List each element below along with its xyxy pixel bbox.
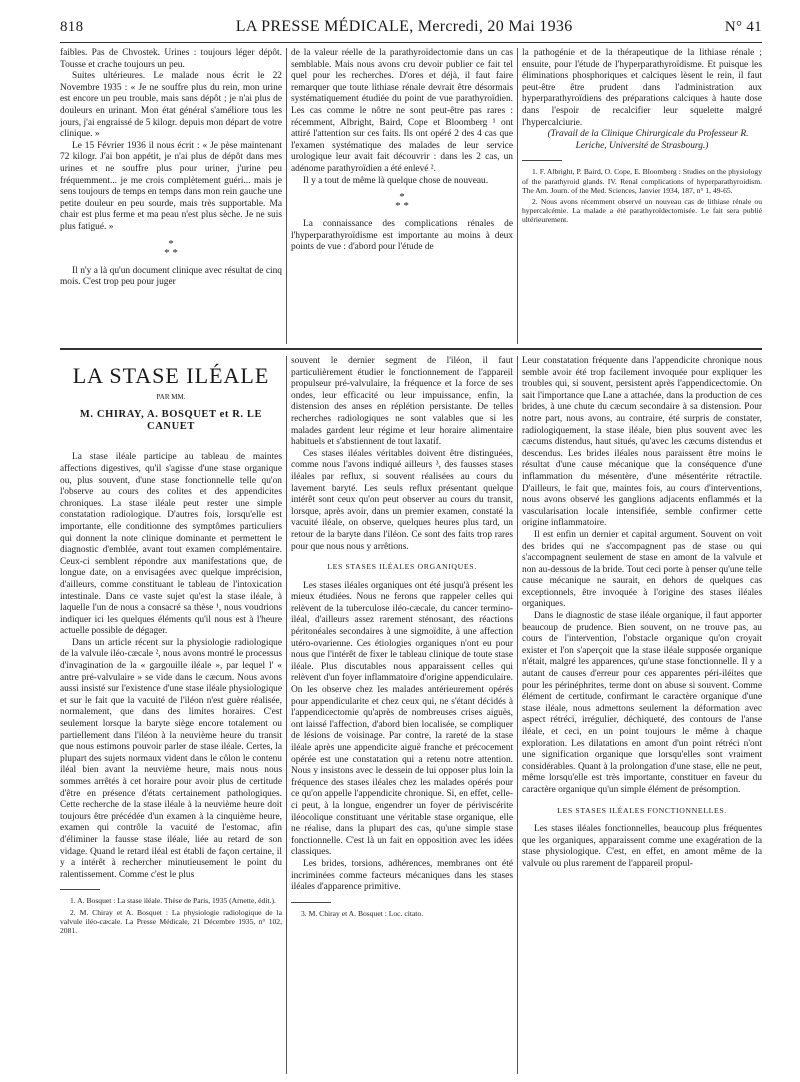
article-column-2 xyxy=(291,356,513,920)
paragraph: La stase iléale participe au tableau de maintes affections digestives, qu'il s'agisse d'une stase organique ou, plus souvent, d'une stase fonctionnelle telle qu'on l'observe au cours des colites et des appendicites chroniques. La stase iléale peut rester une simple constatation radiologique. D'autres fois, lorsqu'elle est importante, elle conditionne des symptômes particuliers qui donnent la note clinique dominante et permettent le diagnostic d'emblée, avant tout examen complémentaire. Ceux-ci semblent répondre aux manifestations que, de longue date, on a envisagées avec quelque imprécision, d'ailleurs, comme constituant le tableau de l'intoxication intestinale. Dans ce vaste sujet qu'est la stase iléale, à laquelle l'un de nous a consacré sa thèse ¹, nous voudrions indiquer ici les quelques éléments qu'il nous est à l'heure actuelle possible de dégager. xyxy=(60,452,282,637)
paragraph: La connaissance des complications rénales de l'hyperparathyroïdisme est importante au moins à deux points de vue : d'abord pour l'étude de xyxy=(291,219,513,253)
journal-title: LA PRESSE MÉDICALE, Mercredi, 20 Mai 1936 xyxy=(235,18,573,35)
paragraph: Dans un article récent sur la physiologie radiologique de la valvule iléo-cæcale ², nous avons montré le processus d'invagination de la « gargouille iléale », par lequel l' « antre pré-valvulaire » se vide dans le cæcum. Nous avons aussi insisté sur l'existence d'une stase iléale physiologique et sur le fait que la vacuité de l'iléon n'est guère réalisée, normalement, que dans des limites horaires. C'est seulement lorsque la baryte siège encore totalement ou partiellement dans l'iléon à la neuvième heure du transit que nous estimons pouvoir parler de stase iléale. Certes, la plupart des sujets normaux vident dans le côlon le contenu iléal bien avant la neuvième heure, mais nous nous sommes arrêtés à cet horaire pour avoir plus de certitude d'être en présence d'états certainement pathologiques. Cette recherche de la stase iléale à la neuvième heure doit toujours être précédée d'un examen à la cinquième heure, examen qui contrôle la vacuité de l'estomac, afin d'éliminer la fausse stase iléale, liée au retard de son vidage. Quand le retard iléal est établi de façon certaine, il y a intérêt à rechercher minutieusement le point du ralentissement. Comme c'est le plus xyxy=(60,637,282,880)
paragraph: Leur constatation fréquente dans l'appendicite chronique nous semble avoir été trop facilement invoquée pour expliquer les troubles qui, si souvent, persistent après l'appendicectomie. On sait l'importance que Lane a attachée, dans la production de ces brides, à une chute du cæcum secondaire à sa distension. Pour notre part, nous avons, au contraire, été surpris de constater, radiologiquement, la stase iléale, bien plus souvent avec les cæcums distendus, haut situés, qu'avec les cæcums distendus et descendus. Les brides iléales nous paraissent être moins le résultat d'une cause mécanique que la conséquence d'une inflammation du mésentère, d'une mésentérite rétractile. D'ailleurs, le fait que, maintes fois, au cours d'interventions, nous avons observé les ganglions adjacents enflammés et la vascularisation locale intensifiée, semble confirmer cette origine inflammatoire. xyxy=(522,356,762,529)
column-rule xyxy=(517,48,518,344)
article-column-1 xyxy=(60,356,282,937)
column-rule xyxy=(286,48,287,344)
top-column-3 xyxy=(522,48,762,227)
paragraph: souvent le dernier segment de l'iléon, il faut particulièrement étudier le fonctionnement de l'appareil propulseur pré-valvulaire, la fréquence et la force de ses ondes, leur efficacité ou leur impuissance, enfin, la distension des anses en réplétion persistante. De telles recherches radiologiques ne sont valables que si les malades gardent leur régime et leur horaire alimentaire habituels et s'abstiennent de tout laxatif. xyxy=(291,356,513,448)
paragraph: de la valeur réelle de la parathyroïdectomie dans un cas semblable. Mais nous avons cru devoir publier ce fait tel quel pour les recherches. D'ores et déjà, il faut faire remarquer que toute lithiase rénale devrait être désormais systématiquement étudiée du point de vue parathyroïdien. Les cas comme le nôtre ne sont peut-être pas rares : récemment, Albright, Baird, Cope et Bloomberg ¹ ont attiré l'attention sur ces faits. Ils ont opéré 2 des 4 cas que l'examen systématique des malades de leur service urologique leur avait fait découvrir : dans les 2 cas, un adénome parathyroïdien a été enlevé ². xyxy=(291,48,513,174)
section-heading: LES STASES ILÉALES FONCTIONNELLES. xyxy=(557,805,727,815)
footnote-rule xyxy=(522,160,562,161)
footnotes xyxy=(60,896,282,935)
paragraph: Ces stases iléales véritables doivent être distinguées, comme nous l'avons indiqué ailleurs ³, des fausses stases iléales par reflux, si souvent réalisées au cours du lavement baryté. Les seuls reflux présentant quelque intérêt sont ceux qu'on peut observer au cours du transit, lorsque, après avoir, dans un premier examen, constaté la vacuité iléale, on observe, quelques heures plus tard, un retour de la baryte dans l'iléon. Ce sont des faits trop rares pour que nous nous y arrêtions. xyxy=(291,448,513,552)
paragraph: la pathogénie et de la thérapeutique de la lithiase rénale ; ensuite, pour l'étude de l'hyperparathyroïdisme. Et puisque les éliminations phosphoriques et calciques lèsent le rein, il faut peut-être être prudent dans l'administration aux hyperparathyroïdiens des préparations calciques à haute dose dans l'espoir de recalcifier leur squelette malgré l'hypercalciurie. xyxy=(522,48,762,128)
section-separator: * * * xyxy=(395,191,409,213)
footnote-rule xyxy=(60,889,100,890)
paragraph: Il y a tout de même là quelque chose de nouveau. xyxy=(303,175,489,186)
paragraph: Il n'y a là qu'un document clinique avec résultat de cinq mois. C'est trop peu pour juger xyxy=(60,265,282,288)
footnotes xyxy=(291,909,513,918)
column-rule xyxy=(517,356,518,1074)
section-rule xyxy=(60,348,762,350)
footnote: 2. Nous avons récemment observé un nouveau cas de lithiase rénale ou hypercalcémie. La malade a été parathyroïdectomisée. Le fait sera publié ultérieurement. xyxy=(522,196,762,225)
lab-credit: (Travail de la Clinique Chirurgicale du Professeur R. Leriche, Université de Strasbourg.) xyxy=(547,129,749,151)
footnotes xyxy=(522,167,762,224)
footnote: 1. F. Albright, P. Baird, O. Cope, E. Bloomberg : Studies on the physiology of the parathyroid glands. IV. Renal complications of hyperparathyroidism. The Am. Journ. of the Med. Sciences, Janvier 1934, 187, n° 1, 49-65. xyxy=(522,167,762,195)
header-rule xyxy=(60,42,762,43)
page-header xyxy=(60,14,762,40)
footnote: 2. M. Chiray et A. Bosquet : La physiologie radiologique de la valvule iléo-cæcale. La Presse Médicale, 21 Décembre 1935, n° 102, 2081. xyxy=(60,907,282,935)
paragraph: Dans le diagnostic de stase iléale organique, il faut apporter beaucoup de prudence. Bien souvent, on ne trouve pas, au cours de l'intervention, l'obstacle organique qu'on croyait exister et l'on s'aperçoit que la stase iléale supposée organique n'était, malgré les apparences, qu'une stase fonctionnelle. Il y a autant de causes d'erreur pour ces apparentes péri-iléites que pour les périnéphrites, terme dont on abuse si souvent. Comme élément de certitude, confirmant le caractère organique d'une stase iléale, nous admettons seulement la déformation avec aspect rétréci, irrégulier, déchiqueté, des contours de l'anse iléale, et ceci, en un point toujours le même à chaque exploration. Les dilatations en amont d'un point rétréci n'ont une signification organique que lorsqu'elles sont vraiment considérables. Quant à la prolongation d'une stase, elle ne peut, même lorsqu'elle est très importante, constituer en faveur du caractère organique qu'un simple élément de présomption. xyxy=(522,611,762,795)
page-number: 818 xyxy=(60,18,84,35)
top-column-2 xyxy=(291,48,513,254)
footnote: 3. M. Chiray et A. Bosquet : Loc. citato. xyxy=(301,908,424,918)
top-column-1 xyxy=(60,48,282,289)
paragraph: Les stases iléales fonctionnelles, beaucoup plus fréquentes que les organiques, apparaissent comme une exagération de la stase physiologique. C'est, en effet, en amont même de la valvule ou plus rarement de l'appareil propul- xyxy=(522,824,762,869)
paragraph: Les brides, torsions, adhérences, membranes ont été incriminées comme facteurs mécaniques dans les stases iléales d'apparence primitive. xyxy=(291,858,513,893)
paragraph: faibles. Pas de Chvostek. Urines : toujours léger dépôt. Tousse et crache toujours un peu. xyxy=(60,48,282,70)
article-column-3 xyxy=(522,356,762,871)
section-separator: * * * xyxy=(164,237,178,259)
article-authors: M. CHIRAY, A. BOSQUET et R. LE CANUET xyxy=(79,409,263,432)
footnote-rule xyxy=(291,902,331,903)
section-heading: LES STASES ILÉALES ORGANIQUES. xyxy=(327,562,477,572)
paragraph: Les stases iléales organiques ont été jusqu'à présent les mieux étudiées. Nous ne ferons que rappeler celles qui relèvent de la tuberculose iléo-cæcale, du cancer termino-iléal, d'ailleurs assez rarement sténosant, des réactions péritonéales secondaires à une sigmoïdite, à une affection utéro-ovarienne. Ces étiologies organiques n'ont eu pour nous que l'intérêt de fixer le tableau clinique de toute stase iléale. Plus discutables nous apparaissent celles qui relèvent d'un foyer inflammatoire d'origine appendiculaire. On les observe chez les malades antérieurement opérés pour appendicularite et chez ceux qui, ne s'étant décidés à l'appendicectomie qu'après de nombreuses crises aiguës, ont laissé l'affection, d'abord bien localisée, se compliquer de lésions de voisinage. Par contre, la rareté de la stase iléale après une appendicite aiguë franche et précocement opérée est une constatation qui a retenu notre attention. Nous y insistons avec le dessein de lui opposer plus loin la fréquence des stases iléales chez les malades opérés pour ce qu'on appelle l'appendicite chronique. Si, en effet, celle-ci peut, à la longue, engendrer un foyer de périviscérite iléocolique constituant une véritable stase organique, elle ne réalise, dans la plupart des cas, qu'une simple stase fonctionnelle. C'est là un fait en opposition avec les idées classiques. xyxy=(291,580,513,858)
article-title: LA STASE ILÉALE xyxy=(72,363,270,388)
article-byline-prefix: PAR MM. xyxy=(156,392,186,401)
column-rule xyxy=(286,356,287,1074)
paragraph: Le 15 Février 1936 il nous écrit : « Je pèse maintenant 72 kilogr. J'ai bon appétit, je n'ai plus de dépôt dans mes urines et ne souffre plus pour uriner, j'urine peu fréquemment... je me crois complètement guéri... mais je sens toujours de temps en temps dans mon rein gauche une petite douleur en peu sourde, mais très supportable. Ma chair est plus ferme et ma peau n'est plus sèche. Je ne suis plus fatigué. » xyxy=(60,140,282,232)
footnote: 1. A. Bosquet : La stase iléale. Thèse de Paris, 1935 (Arnette, édit.). xyxy=(70,896,276,906)
paragraph: Suites ultérieures. Le malade nous écrit le 22 Novembre 1935 : « Je ne souffre plus du rein, mon urine est encore un peu trouble, mais sans dépôt ; je n'ai plus de douleurs en urinant. Mon état général s'améliore tous les jours, j'ai engraissé de 5 kilogr. depuis mon départ de votre clinique. » xyxy=(60,71,282,140)
issue-number: N° 41 xyxy=(724,18,762,35)
paragraph: Il est enfin un dernier et capital argument. Souvent on voit des brides qui ne s'accompagnent pas de stase ou qui s'accompagnent seulement de stase en amont de la valvule et non au-dessous de la bride. Tout ceci porte à penser qu'une telle cause mécanique ne saurait, en dehors de quelques cas exceptionnels, être invoquée à l'origine des stases iléales organiques. xyxy=(522,529,762,610)
